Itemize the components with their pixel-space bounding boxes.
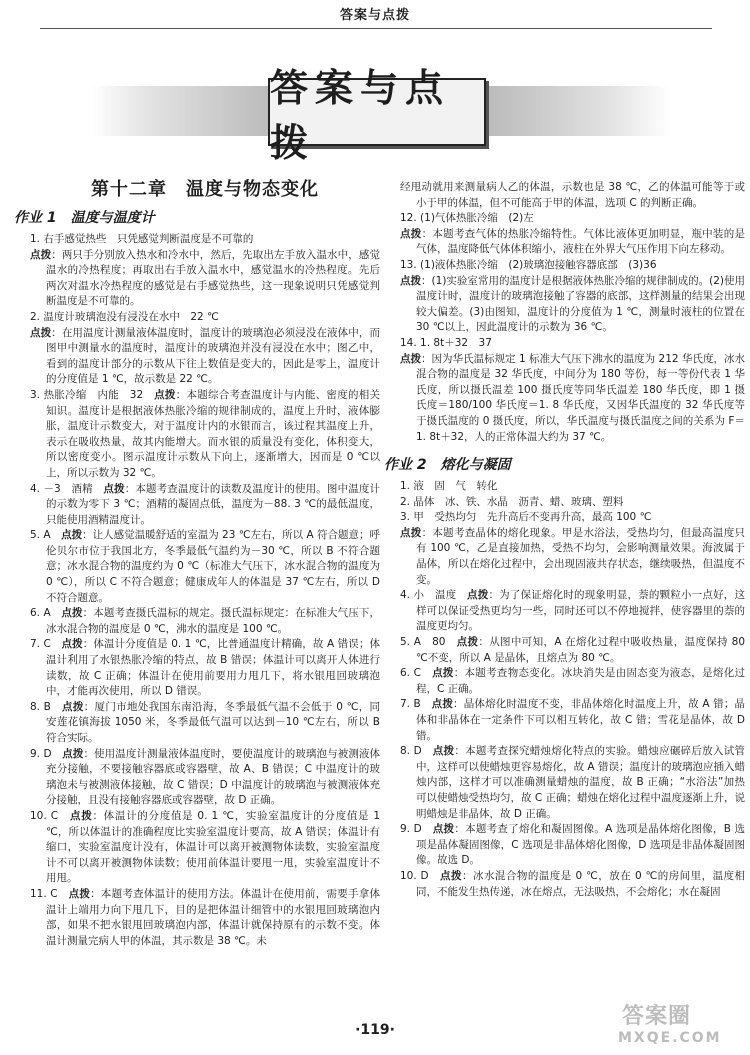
answer-item: 14. 1. 8t＋32 37: [400, 336, 492, 349]
answer-item: 13. (1)液体热胀冷缩 (2)玻璃泡接触容器底部 (3)36: [400, 258, 657, 271]
answer-item: 7. C 点拨：体温计分度值是 0. 1 ℃，比普通温度计精确，故 A 错误；体温计利用了水银热胀冷缩的特点，故 B 错误；体温计可以离开人体进行读数，故 C 正确；体温计在使用前要用力甩几下，将水银甩回玻璃泡中，才能再次使用，所以 D 错误。: [30, 638, 380, 698]
answer-item: 7. B 点拨：晶体熔化时温度不变，非晶体熔化时温度上升，故 A 错；晶体和非晶体在一定条件下可以相互转化，故 C 错；雪花是晶体，故 D 错。: [400, 698, 746, 742]
answer-item: 2. 晶体 冰、铁、水晶 沥青、蜡、玻璃、塑料: [400, 495, 624, 508]
answer-item: 点拨：在用温度计测量液体温度时，温度计的玻璃泡必须浸没在液体中，而图甲中测量水的温度时，温度计的玻璃泡并没有浸没在水中；图乙中，看到的温度计部分的示数从下往上数值是变大的，因此是零上，温度计的分度值是 1 ℃，故示数是 22 ℃。: [30, 326, 380, 386]
answer-item: 10. D 点拨：冰水混合物的温度是 0 ℃，放在 0 ℃的房间里，温度相同，不能发生热传递，冰在熔点，无法吸热，不会熔化；水在凝固: [400, 869, 746, 898]
homework-2-title: 作业 2 熔化与凝固: [384, 457, 511, 474]
right-column: [384, 180, 746, 900]
answer-item: 点拨：因为华氏温标规定 1 标准大气压下沸水的温度为 212 华氏度，冰水混合物的温度是 32 华氏度，中间分为 180 等份，每一等份代表 1 华氏度，所以摄氏温差 100 摄氏度等同华氏温差 180 华氏度，即 1 摄氏度＝180/100 华氏度＝1. 8 华氏度，又因华氏温度的 32 华氏度等于摄氏温度的 0 摄氏度，所以，华氏温度与摄氏温度之间的关系为 F＝1. 8t＋32，人的正常体温大约为 37 ℃。: [400, 352, 745, 443]
answer-item: 8. D 点拨：本题考查探究蜡烛熔化特点的实验。蜡烛应碾碎后放入试管中，这样可以使蜡烛更容易熔化，故 A 错误；温度计的玻璃泡应插入蜡烛内部，这样才可以准确测量蜡烛的温度，故 B 正确；“水浴法”加热可以使蜡烛受热均匀，故 C 正确；蜡烛在熔化过程中温度逐渐上升，说明蜡烛是非晶体，故 D 正确。: [400, 745, 746, 820]
answer-item: 点拨：(1)实验室常用的温度计是根据液体热胀冷缩的规律制成的。(2)使用温度计时，温度计的玻璃泡接触了容器的底部，这样测量的结果会出现较大偏差。(3)由图知，温度计的分度值为 1 ℃，测量时液柱的位置在 30 ℃以上，因此温度计的示数为 36 ℃。: [400, 274, 746, 334]
answer-item: 10. C 点拨：体温计的分度值是 0. 1 ℃，实验室温度计的分度值是 1 ℃，所以体温计的准确程度比实验室温度计要高，故 A 错误；体温计有缩口，实验室温度计没有，体温计可以离开被测物体读数，实验室温度计不可以离开被测物体读数；使用前体温计要甩一甩，实验室温度计不用甩。: [30, 809, 381, 885]
answer-item: 经甩动就用来测量病人乙的体温，示数也是 38 ℃，乙的体温可能等于或小于甲的体温，但不可能高于甲的体温，选项 C 的判断正确。: [400, 181, 745, 209]
left-column: [14, 178, 381, 949]
answer-item: 9. D 点拨：本题考查了熔化和凝固图像。A 选项是晶体熔化图像，B 选项是晶体凝固图像，C 选项是非晶体熔化图像，D 选项是非晶体凝固图像。故选 D。: [400, 823, 746, 867]
answer-item: 1. 液 固 气 转化: [400, 480, 498, 493]
answer-item: 6. C 点拨：本题考查物态变化。冰块消失是由固态变为液态，是熔化过程，C 正确。: [400, 667, 746, 695]
chapter-title: 第十二章 温度与物态变化: [91, 179, 319, 200]
answer-item: 9. D 点拨：使用温度计测量液体温度时，要使温度计的玻璃泡与被测液体充分接触，不要接触容器底或容器壁，故 A、B 错误；C 中温度计的玻璃泡未与被测液体接触，故 C 错误；D 中温度计的玻璃泡与被测液体充分接触，且没有接触容器底或容器壁，故 D 正确。: [30, 747, 381, 807]
answer-item: 12. (1)气体热胀冷缩 (2)左: [400, 212, 534, 225]
header-rule: [40, 28, 712, 29]
answer-item: 2. 温度计玻璃泡没有浸没在水中 22 ℃: [30, 310, 219, 323]
answer-item: 4. 小 温度 点拨：为了保证熔化时的现象明显，萘的颗粒小一点好，这样可以保证受热更均匀一些，同时还可以不停地搅拌，使容器里的萘的温度更均匀。: [400, 589, 746, 633]
answer-item: 5. A 点拨：让人感觉温暖舒适的室温为 23 ℃左右，所以 A 符合题意；呼伦贝尔市位于我国北方，冬季最低气温约为－30 ℃，所以 B 不符合题意；冰水混合物的温度约为 0 ℃（标准大气压下，冰水混合物的温度为 0 ℃），所以 C 不符合题意；健康成年人的体温是 37 ℃左右，所以 D 不符合题意。: [30, 529, 381, 604]
answer-item: 1. 右手感觉热些 只凭感觉判断温度是不可靠的: [30, 233, 254, 245]
answer-item: 4. －3 酒精 点拨：本题考查温度计的读数及温度计的使用。图中温度计的示数为零下 3 ℃；酒精的凝固点低，温度为－88. 3 ℃的最低温度，只能使用酒精温度计。: [30, 482, 381, 526]
answer-item: 3. 热胀冷缩 内能 32 点拨：本题综合考查温度计与内能、密度的相关知识。温度计是根据液体热胀冷缩的规律制成的，温度上升时，液体膨胀，温度计示数变大，对于温度计内的水银而言，该过程其温度上升，表示在吸收热量，故其内能增大。而水银的质量没有变化，体积变大，所以密度变小。图示温度计示数从下向上，逐渐增大，因而是 0 ℃以上，所以示数为 32 ℃。: [30, 388, 381, 479]
watermark-url: MXQE.COM: [618, 1030, 722, 1046]
answer-item: 8. B 点拨：厦门市地处我国东南沿海，冬季最低气温不会低于 0 ℃，同安莲花镇海拔 1050 米，冬季最低气温可以达到－10 ℃左右，所以 B 符合实际。: [30, 700, 381, 744]
answer-item: 点拨：本题考查晶体的熔化现象。甲是水浴法，受热均匀，但最高温度只有 100 ℃，乙是直接加热，受热不均匀，会影响测量效果。海波属于晶体，所以在熔化过程中，会出现固液共存状态，继续吸热，但温度不变。: [400, 526, 746, 586]
running-header: 答案与点拨: [339, 8, 410, 23]
homework-1-title: 作业 1 温度与温度计: [14, 210, 155, 226]
page-number: ·119·: [355, 1022, 395, 1038]
answer-item: 点拨：两只手分别放入热水和冷水中，然后，先取出左手放入温水中，感觉温水的冷热程度；再取出右手放入温水中，感觉温水的冷热程度。先后两次对温水冷热程度的感觉是右手感觉热些，这一现象说明只凭感觉判断温度是不可靠的。: [30, 248, 380, 308]
answer-item: 3. 甲 受热均匀 先升高后不变再升高，最高 100 ℃: [400, 511, 652, 524]
answer-item: 点拨：本题考查气体的热胀冷缩特性。气体比液体更加明显，瓶中装的是气体，温度降低气体体积缩小，液柱在外界大气压作用下向左移动。: [400, 227, 746, 256]
banner-title: 答案与点拨: [268, 78, 486, 146]
answer-item: 11. C 点拨：本题考查体温计的使用方法。体温计在使用前，需要手拿体温计上端用力向下甩几下，目的是把体温计细管中的水银甩回玻璃泡内部，如果不把水银甩回玻璃泡内部，体温计就保持原有的示数不变。体温计测量完病人甲的体温，其示数是 38 ℃。未: [30, 887, 381, 947]
watermark-logo: 答案圈: [622, 1004, 692, 1029]
answer-item: 6. A 点拨：本题考查摄氏温标的规定。摄氏温标规定：在标准大气压下，冰水混合物的温度是 0 ℃，沸水的温度是 100 ℃。: [30, 607, 381, 635]
answer-item: 5. A 80 点拨：从图中可知，A 在熔化过程中吸收热量，温度保持 80 ℃不变，所以 A 是晶体，且熔点为 80 ℃。: [400, 636, 745, 664]
